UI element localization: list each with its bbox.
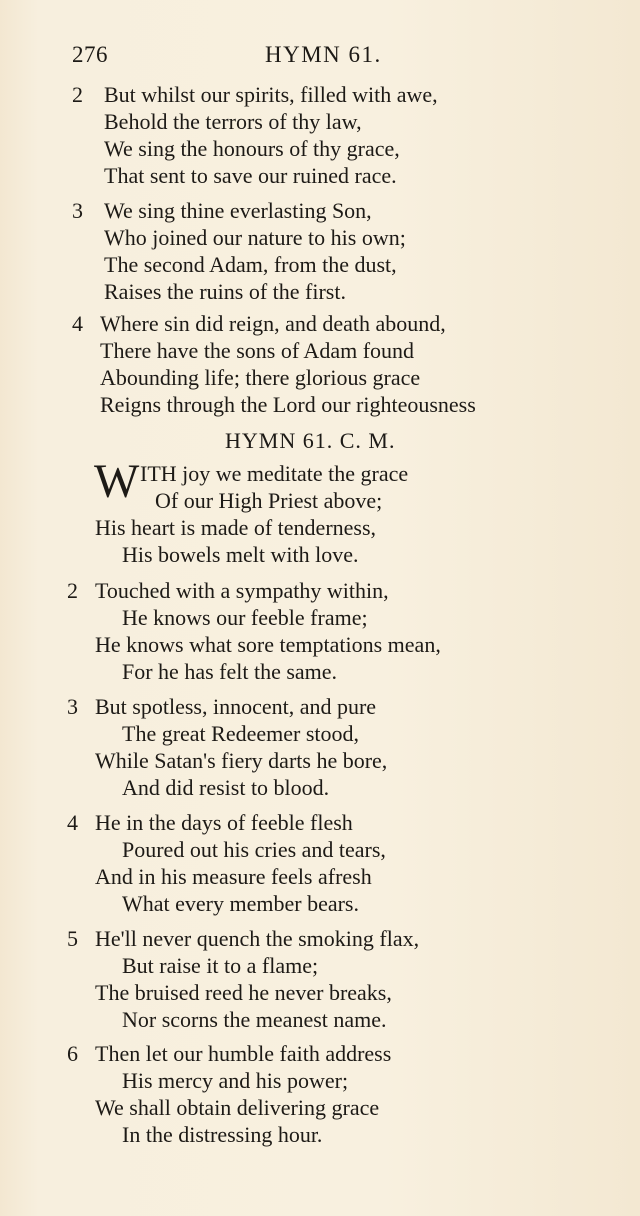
stanza-number: 4 — [72, 311, 83, 336]
verse-line: What every member bears. — [122, 891, 359, 916]
stanza-number: 5 — [67, 926, 78, 951]
verse-line: And in his measure feels afresh — [95, 864, 372, 889]
verse-line: The great Redeemer stood, — [122, 721, 360, 746]
verse-line: We sing the honours of thy grace, — [104, 136, 400, 161]
verse-line: ITH joy we meditate the grace — [140, 461, 409, 486]
verse-line: We shall obtain delivering grace — [95, 1095, 380, 1120]
verse-line: The bruised reed he never breaks, — [95, 980, 392, 1005]
stanza-number: 4 — [67, 810, 78, 835]
stanza-number: 2 — [72, 82, 83, 107]
stanza-number: 3 — [72, 198, 83, 223]
verse-line: His heart is made of tenderness, — [95, 515, 377, 540]
verse-line: And did resist to blood. — [122, 775, 330, 800]
verse-line: Raises the ruins of the first. — [104, 279, 346, 304]
verse-line: But spotless, innocent, and pure — [95, 694, 377, 719]
verse-line: But whilst our spirits, filled with awe, — [104, 82, 438, 107]
running-head: HYMN 61. — [265, 42, 382, 67]
verse-line: But raise it to a flame; — [122, 953, 319, 978]
verse-line: Where sin did reign, and death abound, — [100, 311, 446, 336]
verse-line: For he has felt the same. — [122, 659, 338, 684]
verse-line: While Satan's fiery darts he bore, — [95, 748, 388, 773]
verse-line: Of our High Priest above; — [155, 488, 383, 513]
stanza-number: 6 — [67, 1041, 78, 1066]
verse-line: Poured out his cries and tears, — [122, 837, 386, 862]
verse-line: Behold the terrors of thy law, — [104, 109, 362, 134]
verse-line: Touched with a sympathy within, — [95, 578, 389, 603]
verse-line: Who joined our nature to his own; — [104, 225, 406, 250]
verse-line: That sent to save our ruined race. — [104, 163, 397, 188]
verse-line: He'll never quench the smoking flax, — [95, 926, 420, 951]
verse-line: There have the sons of Adam found — [100, 338, 415, 363]
drop-cap: W — [94, 455, 140, 508]
page-number: 276 — [72, 42, 108, 67]
stanza-number: 3 — [67, 694, 78, 719]
verse-line: Nor scorns the meanest name. — [122, 1007, 387, 1032]
verse-line: He knows our feeble frame; — [122, 605, 368, 630]
verse-line: Abounding life; there glorious grace — [100, 365, 421, 390]
verse-line: Then let our humble faith address — [95, 1041, 392, 1066]
verse-line: He knows what sore temptations mean, — [95, 632, 441, 657]
stanza-number: 2 — [67, 578, 78, 603]
verse-line: In the distressing hour. — [122, 1122, 323, 1147]
verse-line: Reigns through the Lord our righteousness — [100, 392, 476, 417]
verse-line: His mercy and his power; — [122, 1068, 349, 1093]
verse-line: His bowels melt with love. — [122, 542, 359, 567]
verse-line: The second Adam, from the dust, — [104, 252, 397, 277]
hymn-title: HYMN 61. C. M. — [225, 428, 396, 453]
verse-line: He in the days of feeble flesh — [95, 810, 353, 835]
verse-line: We sing thine everlasting Son, — [104, 198, 372, 223]
